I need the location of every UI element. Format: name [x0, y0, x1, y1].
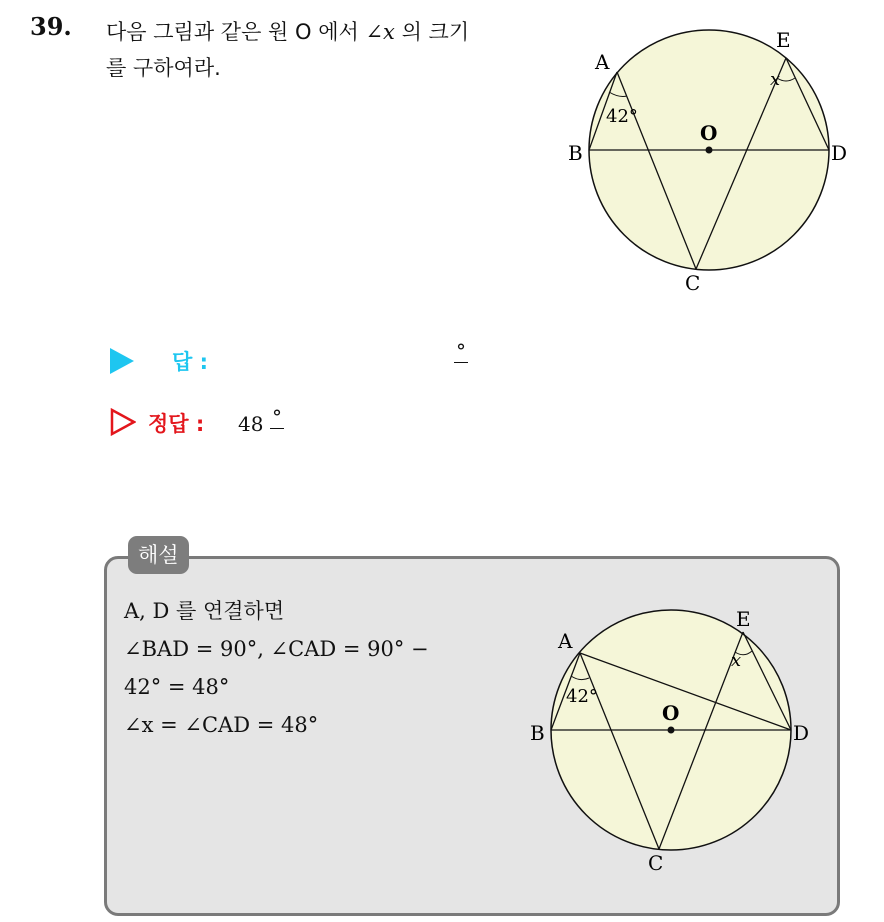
solution-line-3: 42° = 48°: [124, 675, 230, 699]
label-a-solution: A: [558, 629, 573, 653]
correct-triangle-icon: [110, 408, 136, 436]
correct-unit: °: [272, 405, 282, 429]
angle-x-symbol: ∠x: [365, 20, 395, 44]
label-b: B: [568, 141, 583, 165]
solution-line-1: A, D 를 연결하면: [124, 599, 285, 623]
label-e-solution: E: [736, 607, 751, 631]
solution-tag: 해설: [128, 536, 189, 574]
solution-text: [124, 592, 514, 744]
label-o: O: [700, 121, 718, 145]
correct-answer-row: [110, 404, 510, 444]
question-line-1: [106, 14, 546, 50]
label-b-solution: B: [530, 721, 545, 745]
question-text-part2: 의 크기: [394, 20, 470, 44]
label-x-solution: x: [731, 650, 742, 671]
circle-figure: [560, 22, 860, 302]
label-d: D: [831, 141, 848, 165]
answer-row: [110, 339, 510, 380]
answer-unit: °: [456, 339, 466, 363]
label-c: C: [685, 271, 701, 295]
solution-line-2: ∠BAD = 90°, ∠CAD = 90° −: [124, 637, 429, 661]
correct-value: 48: [238, 412, 264, 436]
label-c-solution: C: [648, 851, 664, 875]
label-x: x: [770, 69, 781, 90]
label-d-solution: D: [793, 721, 810, 745]
question-line-2: 를 구하여라.: [106, 56, 221, 80]
solution-line-4: ∠x = ∠CAD = 48°: [124, 713, 319, 737]
question-text-part1: 다음 그림과 같은 원 O 에서: [106, 20, 366, 44]
solution-circle-figure: [520, 596, 820, 882]
answer-label: 답 :: [172, 350, 208, 374]
angle-label-42: 42°: [606, 106, 638, 127]
label-o-solution: O: [662, 701, 680, 725]
correct-label: 정답 :: [148, 412, 205, 436]
label-e: E: [776, 28, 791, 52]
question-text: [106, 14, 546, 86]
question-number: 39.: [30, 12, 72, 41]
center-point-solution: [668, 727, 675, 734]
center-point: [706, 147, 713, 154]
label-a: A: [595, 50, 610, 74]
angle-label-42-solution: 42°: [566, 686, 598, 707]
answer-triangle-icon: [110, 348, 134, 374]
